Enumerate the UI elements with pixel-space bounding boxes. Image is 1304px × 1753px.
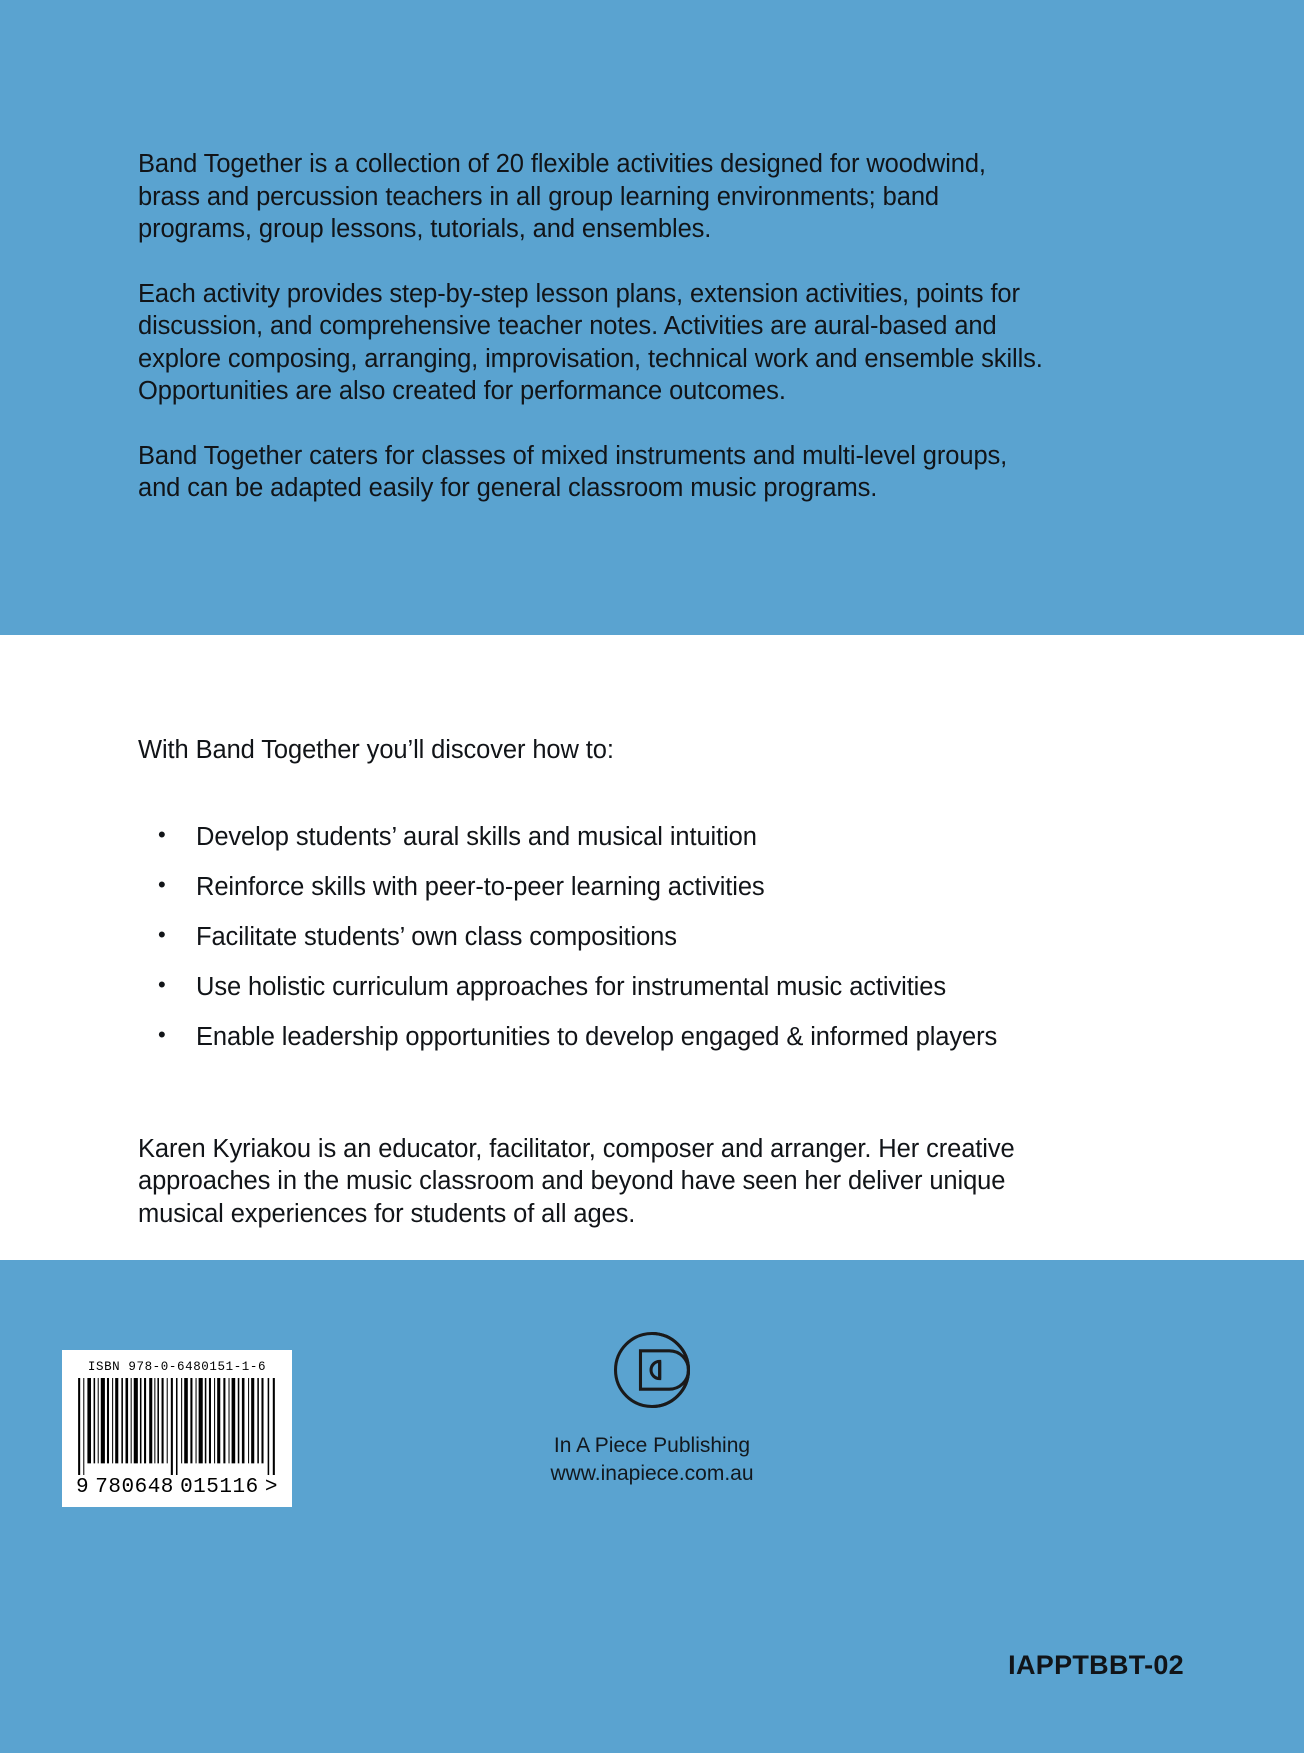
publisher-name: In A Piece Publishing [553, 1434, 751, 1457]
bullet-dot-icon: • [158, 1022, 166, 1048]
feature-bullet-list [138, 821, 1184, 1055]
author-bio: Karen Kyriakou is an educator, facilitator, composer and arranger. Her creative approaches in the music classroom and beyond have seen her deliver unique musical experiences for students of all ages. [138, 1134, 1015, 1228]
list-item [138, 821, 1184, 854]
features-panel [0, 635, 1304, 1260]
isbn-label: ISBN 978-0-6480151-1-6 [87, 1360, 267, 1374]
blurb-paragraph-3: Band Together caters for classes of mixed instruments and multi-level groups, and can be adapted easily for general classroom music programs. [138, 441, 1008, 502]
list-item-label: Reinforce skills with peer-to-peer learning activities [196, 873, 765, 902]
blurb-paragraph-1: Band Together is a collection of 20 flexible activities designed for woodwind, brass and percussion teachers in all group learning environments; band programs, group lessons, tutorials, and ensembles. [138, 150, 986, 243]
list-item-label: Develop students’ aural skills and musical intuition [196, 822, 757, 851]
publisher-block [0, 1322, 1304, 1489]
bullet-dot-icon: • [158, 972, 166, 998]
publisher-url[interactable]: www.inapiece.com.au [550, 1462, 754, 1486]
product-code: IAPPTBBT-02 [1008, 1650, 1184, 1680]
list-item-label: Facilitate students’ own class compositions [196, 923, 677, 952]
list-item [138, 1021, 1184, 1054]
barcode-digit-group-1: 9 [76, 1476, 90, 1499]
bullet-dot-icon: • [158, 922, 166, 948]
list-item [138, 921, 1184, 954]
discover-heading: With Band Together you’ll discover how to: [138, 736, 614, 764]
blurb-panel [0, 0, 1304, 635]
barcode-digit-group-2: 780648 [95, 1476, 174, 1499]
list-item [138, 971, 1184, 1004]
barcode-digit-group-3: 015116 [180, 1476, 259, 1499]
list-item-label: Use holistic curriculum approaches for instrumental music activities [196, 973, 946, 1002]
bullet-dot-icon: • [158, 821, 166, 847]
barcode-digit-group-4: > [264, 1476, 278, 1499]
list-item-label: Enable leadership opportunities to develop engaged & informed players [196, 1023, 998, 1052]
blurb-paragraph-2: Each activity provides step-by-step lesson plans, extension activities, points for discussion, and comprehensive teacher notes. Activities are aural-based and explore composing, arranging, improvisation, technical work and ensemble skills. Opportunities are also created for performance outcomes. [138, 279, 1043, 405]
footer-panel [0, 1260, 1304, 1753]
in-a-piece-spiral-logo-icon [604, 1322, 700, 1418]
bullet-dot-icon: • [158, 872, 166, 898]
list-item [138, 871, 1184, 904]
